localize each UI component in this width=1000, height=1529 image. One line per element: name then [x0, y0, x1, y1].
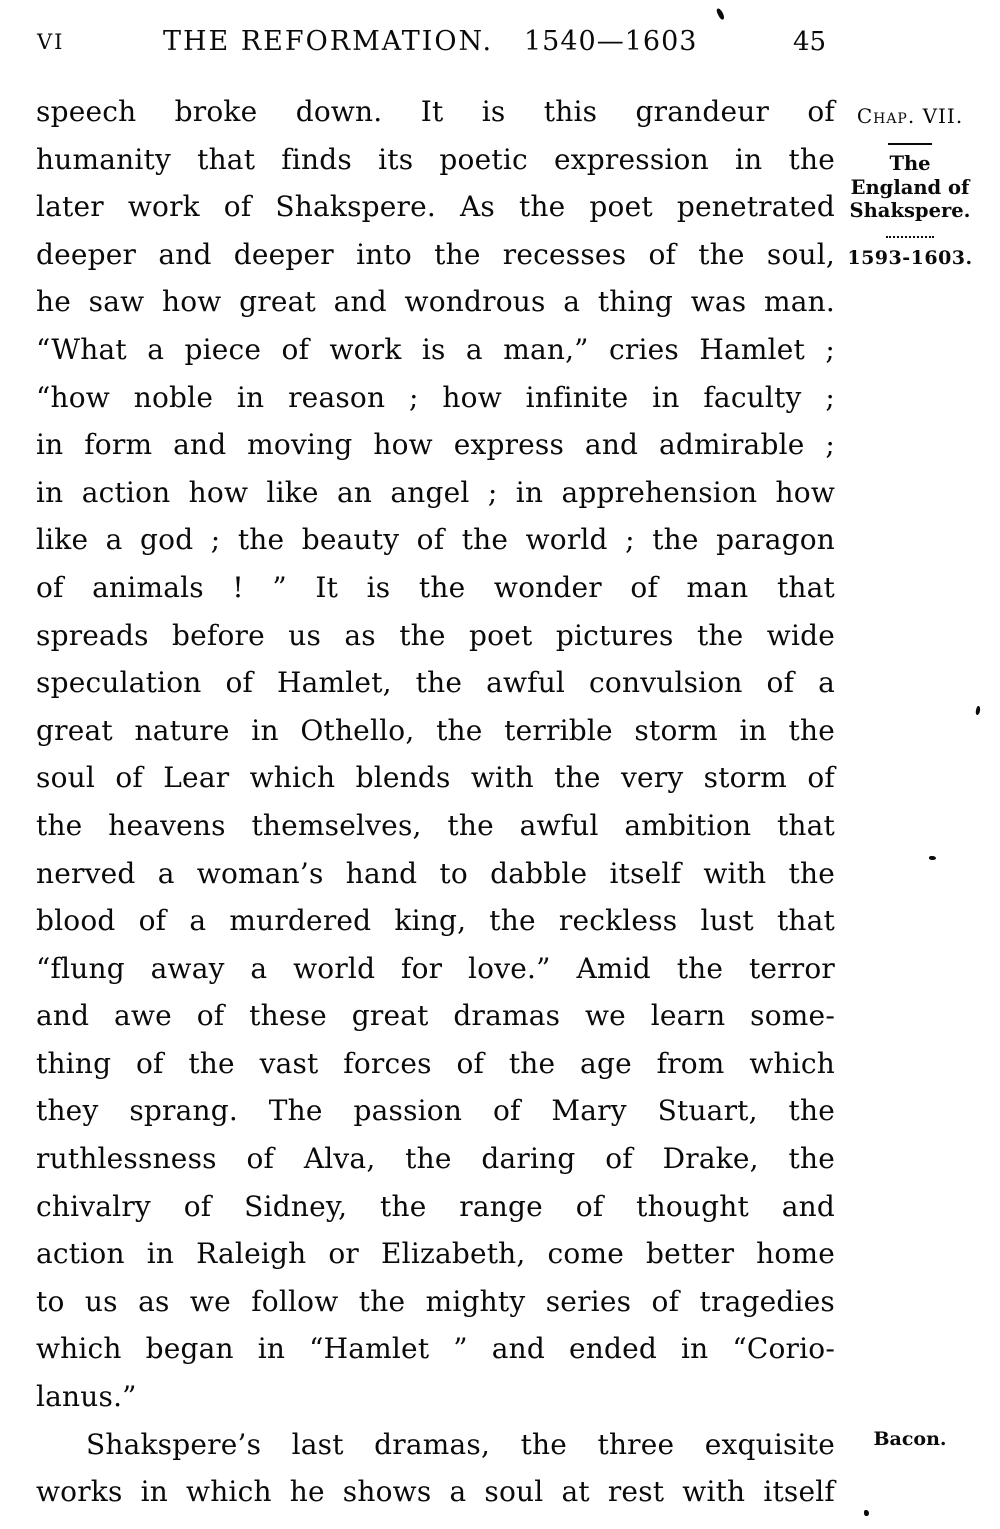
text-line: Shakspere’s last dramas, the three exquisite [86, 1427, 835, 1461]
margin-section-title-line: Shakspere. [849, 199, 971, 222]
text-line: works in which he shows a soul at rest with itself [36, 1475, 835, 1509]
text-line: in action how like an angel ; in apprehension how [36, 475, 835, 509]
margin-rule [886, 236, 934, 238]
margin-chapter-label: Chap. VII. [856, 104, 964, 128]
header-volume-numeral: VI [37, 30, 65, 54]
header-date-range: 1540—1603 [524, 26, 698, 57]
text-line: lanus.” [36, 1380, 137, 1414]
text-line: “how noble in reason ; how infinite in faculty ; [36, 380, 835, 414]
text-line: chivalry of Sidney, the range of thought and [36, 1189, 835, 1223]
text-line: they sprang. The passion of Mary Stuart, the [36, 1094, 835, 1128]
text-line: and awe of these great dramas we learn some- [36, 999, 835, 1033]
text-line: in form and moving how express and admirable ; [36, 428, 835, 462]
scan-speck [929, 856, 936, 860]
text-line: “flung away a world for love.” Amid the terror [36, 951, 835, 985]
text-line: speech broke down. It is this grandeur of [36, 95, 835, 128]
text-line: to us as we follow the mighty series of tragedies [36, 1284, 835, 1318]
text-line: the heavens themselves, the awful ambition that [36, 808, 835, 842]
scan-speck [975, 706, 981, 716]
header-page-number: 45 [793, 27, 827, 57]
running-head [0, 0, 1000, 70]
text-line: soul of Lear which blends with the very storm of [36, 761, 835, 795]
text-line: later work of Shakspere. As the poet penetrated [36, 190, 835, 224]
header-book-title: THE REFORMATION. [163, 26, 494, 57]
body-column [36, 88, 835, 1516]
text-line: humanity that finds its poetic expression in the [36, 142, 835, 176]
text-line: spreads before us as the poet pictures the wide [36, 618, 835, 652]
text-line: deeper and deeper into the recesses of the soul, [36, 237, 835, 271]
margin-note-bacon: Bacon. [873, 1428, 947, 1450]
text-line: great nature in Othello, the terrible storm in the [36, 713, 835, 747]
text-line: thing of the vast forces of the age from which [36, 1046, 835, 1080]
margin-section-title [838, 152, 982, 223]
text-line: speculation of Hamlet, the awful convulsion of a [36, 666, 835, 700]
margin-section-dates: 1593-1603. [847, 247, 973, 269]
text-line: nerved a woman’s hand to dabble itself with the [36, 856, 835, 890]
text-line: “What a piece of work is a man,” cries Hamlet ; [36, 332, 835, 366]
text-line: like a god ; the beauty of the world ; the paragon [36, 523, 835, 557]
text-line: which began in “Hamlet ” and ended in “Corio- [36, 1332, 835, 1366]
margin-rule [888, 143, 932, 145]
scan-speck [864, 1510, 869, 1516]
text-line: he saw how great and wondrous a thing was man. [36, 285, 835, 319]
margin-section-title-line: England of [850, 175, 970, 199]
text-line: ruthlessness of Alva, the daring of Drake, the [36, 1142, 835, 1176]
text-line: blood of a murdered king, the reckless lust that [36, 904, 835, 938]
text-line: action in Raleigh or Elizabeth, come better home [36, 1237, 835, 1271]
margin-section-title-line: The [889, 152, 931, 175]
text-line: of animals ! ” It is the wonder of man that [36, 570, 835, 604]
